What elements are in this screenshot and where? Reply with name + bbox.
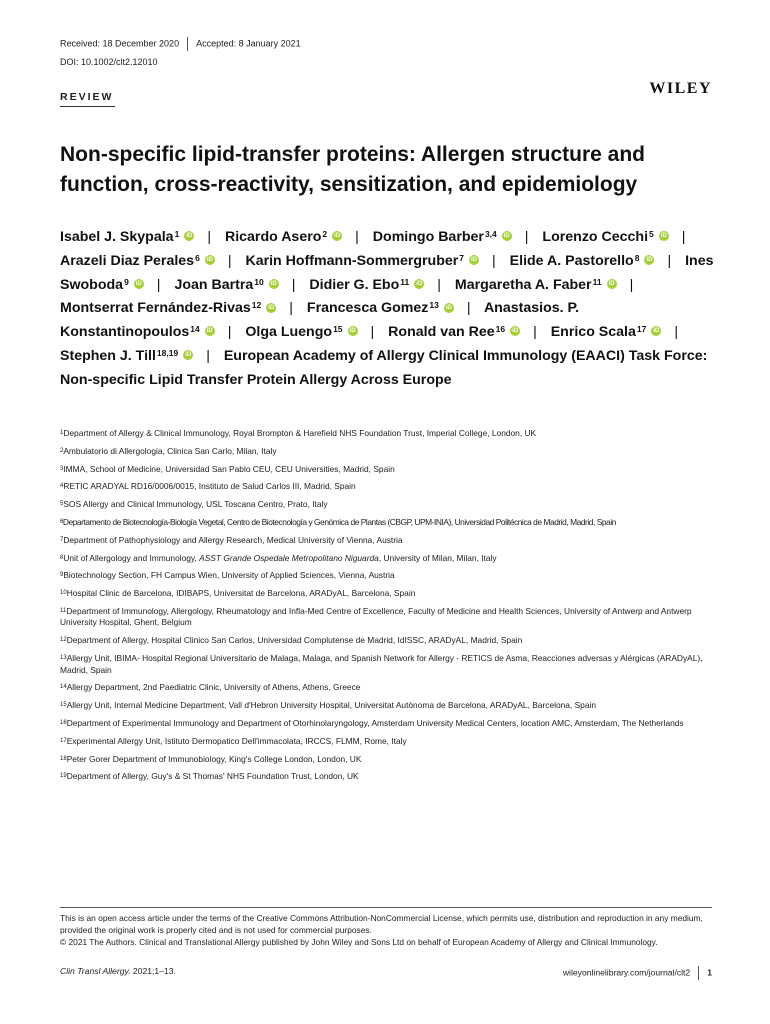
affiliation-text: Department of Immunology, Allergology, Rheumatology and Infla-Med Centre of Excellence, Faculty of Medicine and Health Sciences, University of Antwerp and Antwerp University Hospital, Ghent, Belgium — [60, 605, 692, 628]
affiliation-number: 14 — [60, 684, 67, 691]
affiliation-text: Department of Pathophysiology and Allergy Research, Medical University of Vienna, Austria — [63, 534, 403, 545]
affiliation-item — [60, 481, 715, 493]
affiliation-number: 5 — [60, 501, 64, 508]
affiliation-number: 6 — [60, 518, 63, 525]
affiliation-text: Allergy Unit, Internal Medicine Department, Vall d'Hebron University Hospital, Universitat Autònoma de Barcelona, ARADyAL, Barcelona, Spain — [66, 700, 597, 711]
affiliation-item — [60, 736, 715, 748]
author — [307, 300, 457, 316]
author — [309, 277, 427, 293]
orcid-icon[interactable]: iD — [416, 280, 423, 287]
author-affiliation-number: 9 — [124, 276, 129, 287]
author-list — [60, 226, 720, 393]
author-separator: | — [492, 252, 496, 269]
article-dates — [60, 37, 301, 51]
author-separator: | — [370, 324, 375, 341]
author-separator: | — [524, 229, 529, 245]
author-name[interactable]: Elide A. Pastorello — [509, 252, 634, 269]
affiliation-number: 1 — [60, 430, 64, 436]
affiliation-text: Peter Gorer Department of Immunobiology, King's College London, London, UK — [66, 753, 362, 764]
affiliation-text: Department of Allergy & Clinical Immunology, Royal Brompton & Harefield NHS Foundation Trust, Imperial College, London, UK — [63, 428, 537, 438]
author-name[interactable]: Anastasios. P. Konstantinopoulos — [60, 300, 580, 341]
author-separator: | — [206, 347, 210, 364]
affiliation-number: 13 — [60, 655, 67, 662]
affiliation-number: 7 — [60, 536, 64, 543]
author — [174, 277, 281, 293]
license-block — [60, 912, 715, 948]
author-affiliation-number: 14 — [190, 324, 200, 335]
orcid-icon[interactable]: iD — [185, 352, 192, 359]
orcid-icon[interactable]: iD — [653, 328, 660, 335]
affiliation-text: IMMA, School of Medicine, Universidad San Pablo CEU, CEU Universities, Madrid, Spain — [63, 463, 395, 474]
author — [60, 253, 218, 269]
orcid-icon[interactable]: iD — [660, 233, 667, 240]
author-separator: | — [466, 300, 471, 317]
received-date: Received: 18 December 2020 — [60, 38, 180, 49]
affiliation-item — [60, 464, 715, 476]
orcid-icon[interactable]: iD — [186, 233, 193, 240]
author-affiliation-number: 13 — [429, 300, 439, 311]
author-affiliation-number: 1 — [174, 229, 180, 239]
affiliation-item — [60, 771, 715, 783]
affiliation-item — [60, 570, 715, 582]
author-affiliation-number: 2 — [322, 229, 328, 239]
orcid-icon[interactable]: iD — [135, 280, 142, 287]
affiliation-item — [60, 635, 715, 647]
affiliation-number: 17 — [60, 737, 67, 744]
orcid-icon[interactable]: iD — [206, 257, 213, 264]
author-separator: | — [227, 324, 232, 341]
author-affiliation-number: 18,19 — [156, 347, 179, 358]
affiliation-text: Ambulatorio di Allergologia, Clinica San Carlo, Milan, Italy — [63, 445, 277, 456]
author-affiliation-number: 3,4 — [484, 229, 497, 239]
author-separator: | — [667, 252, 672, 269]
affiliation-text: Unit of Allergology and Immunology, — [63, 552, 200, 563]
author-separator: | — [629, 276, 634, 293]
orcid-icon[interactable]: iD — [334, 233, 341, 240]
author — [60, 300, 279, 316]
author-name[interactable]: Ines Swoboda — [60, 252, 714, 293]
affiliation-number: 9 — [60, 572, 64, 579]
orcid-icon[interactable]: iD — [503, 233, 510, 240]
affiliation-item — [60, 446, 715, 458]
affiliation-number: 4 — [60, 483, 64, 490]
affiliation-text: Allergy Department, 2nd Paediatric Clinic, University of Athens, Athens, Greece — [66, 682, 361, 693]
author — [551, 324, 665, 340]
author-affiliation-number: 17 — [636, 324, 647, 335]
author-name[interactable]: Olga Luengo — [245, 324, 333, 341]
section-label: REVIEW — [60, 91, 114, 103]
affiliation-item — [60, 428, 715, 440]
affiliation-number: 8 — [60, 554, 64, 561]
affiliation-item — [60, 754, 715, 766]
orcid-icon[interactable]: iD — [512, 328, 519, 335]
author-separator: | — [681, 229, 686, 245]
footer-right — [563, 966, 712, 980]
affiliation-text: SOS Allergy and Clinical Immunology, USL Toscana Centro, Prato, Italy — [63, 499, 328, 510]
affiliation-number: 18 — [60, 755, 67, 762]
author-separator: | — [355, 229, 359, 245]
affiliation-text: , University of Milan, Milan, Italy — [378, 552, 497, 563]
author-name[interactable]: Didier G. Ebo — [309, 276, 400, 293]
affiliation-item — [60, 653, 715, 676]
affiliation-item — [60, 718, 715, 730]
author-affiliation-number: 10 — [254, 276, 264, 287]
author-affiliation-number: 6 — [195, 252, 200, 263]
author — [388, 324, 523, 340]
affiliation-item — [60, 700, 715, 712]
affiliation-text: Departamento de Biotecnología-Biología Vegetal, Centro de Biotecnología y Genómica de Plantas (CBGP, UPM-INIA), Universidad Politécnica de Madrid, Madrid, Spain — [62, 516, 616, 527]
author-separator: | — [207, 229, 211, 245]
author-name[interactable]: Isabel J. Skypala — [60, 229, 174, 245]
affiliation-list — [60, 428, 715, 789]
affiliation-item — [60, 499, 715, 511]
group-author: European Academy of Allergy Clinical Immunology (EAACI) Task Force: Non-specific Lipid Transfer Protein Allergy Across Europe — [60, 347, 708, 388]
author-affiliation-number: 7 — [459, 252, 465, 263]
author-separator: | — [533, 324, 537, 341]
journal-name: Clin Transl Allergy. — [60, 966, 131, 976]
author-name[interactable]: Domingo Barber — [372, 229, 484, 245]
affiliation-number: 19 — [60, 773, 67, 780]
author — [60, 229, 197, 245]
author-affiliation-number: 15 — [333, 324, 343, 335]
accepted-date: Accepted: 8 January 2021 — [196, 38, 301, 49]
footer-divider — [60, 907, 712, 908]
affiliation-number: 12 — [60, 637, 67, 644]
author-name[interactable]: Karin Hoffmann-Sommergruber — [245, 252, 459, 269]
affiliation-number: 11 — [60, 607, 67, 614]
affiliation-item — [60, 535, 715, 547]
affiliation-number: 2 — [60, 447, 64, 454]
author-affiliation-number: 16 — [495, 324, 506, 335]
affiliation-item — [60, 682, 715, 694]
copyright-notice: © 2021 The Authors. Clinical and Translational Allergy published by John Wiley and Sons Ltd on behalf of European Academy of Allergy and Clinical Immunology. — [60, 937, 658, 947]
author-affiliation-number: 8 — [634, 252, 640, 263]
affiliation-number: 15 — [60, 702, 67, 709]
affiliation-text: Biotechnology Section, FH Campus Wien, University of Applied Sciences, Vienna, Austria — [63, 570, 395, 581]
publisher-logo[interactable]: WILEY — [649, 80, 712, 97]
author — [542, 229, 671, 245]
affiliation-text: Hospital Clinic de Barcelona, IDIBAPS, Universitat de Barcelona, ARADyAL, Barcelona, Spain — [66, 588, 416, 599]
orcid-icon[interactable]: iD — [206, 328, 213, 335]
author-name[interactable]: Enrico Scala — [550, 324, 636, 341]
author-name[interactable]: Lorenzo Cecchi — [542, 229, 649, 245]
author-name[interactable]: Ronald van Ree — [388, 324, 495, 341]
author-separator: | — [156, 276, 161, 293]
author-name[interactable]: Arazeli Diaz Perales — [60, 252, 195, 269]
affiliation-text: Department of Experimental Immunology and Department of Otorhinolaryngology, Amsterdam University Medical Centers, location AMC, Amsterdam, The Netherlands — [66, 717, 684, 728]
author-affiliation-number: 11 — [400, 276, 410, 287]
citation-year: 2021;1–13. — [132, 966, 176, 976]
affiliation-text: Experimental Allergy Unit, Istituto Dermopatico Dell'immacolata, IRCCS, FLMM, Rome, Italy — [66, 735, 407, 746]
author — [225, 229, 345, 245]
orcid-icon[interactable]: iD — [270, 280, 277, 287]
author — [373, 229, 515, 245]
orcid-icon[interactable]: iD — [268, 304, 275, 311]
author-affiliation-number: 11 — [592, 276, 602, 287]
affiliation-text: Department of Allergy, Guy's & St Thomas' NHS Foundation Trust, London, UK — [66, 771, 359, 782]
author — [245, 324, 360, 340]
section-underline — [60, 106, 115, 107]
author-name[interactable]: Margaretha A. Faber — [454, 276, 592, 293]
footer-separator — [698, 966, 699, 980]
open-access-notice: This is an open access article under the terms of the Creative Commons Attribution-NonCommercial License, which permits use, distribution and reproduction in any medium, provided the original work is properly cited and is not used for commercial purposes. — [60, 913, 703, 935]
date-separator — [187, 37, 188, 51]
author-name[interactable]: Francesca Gomez — [306, 300, 429, 317]
author-separator: | — [227, 252, 232, 269]
orcid-icon[interactable]: iD — [445, 304, 452, 311]
orcid-icon[interactable]: iD — [349, 328, 356, 335]
author-separator: | — [289, 300, 293, 317]
affiliation-text: ASST Grande Ospedale Metropolitano Niguarda — [199, 552, 379, 563]
author-name[interactable]: Joan Bartra — [174, 276, 254, 293]
author — [60, 348, 196, 364]
affiliation-text: Department of Allergy, Hospital Clinico San Carlos, Universidad Complutense de Madrid, IdISSC, ARADyAL, Madrid, Spain — [66, 635, 523, 646]
author-separator: | — [674, 324, 679, 341]
affiliation-number: 3 — [60, 465, 64, 472]
affiliation-text: Allergy Unit, IBIMA- Hospital Regional Universitario de Malaga, Malaga, and Spanish Network for Allergy - RETICS de Asma, Reacciones adversas y Alérgicas (ARADyAL), Madrid, Spain — [60, 653, 703, 675]
doi[interactable]: DOI: 10.1002/clt2.12010 — [60, 57, 158, 67]
affiliation-number: 10 — [60, 590, 67, 597]
affiliation-item — [60, 553, 715, 565]
affiliation-item — [60, 588, 715, 600]
article-title: Non-specific lipid-transfer proteins: Allergen structure and function, cross-reactivity, sensitization, and epidemiology — [60, 143, 645, 196]
page-number: 1 — [707, 967, 712, 978]
journal-citation — [60, 966, 176, 976]
author-affiliation-number: 5 — [649, 229, 654, 239]
author-name[interactable]: Stephen J. Till — [60, 347, 156, 364]
orcid-icon[interactable]: iD — [471, 257, 478, 264]
orcid-icon[interactable]: iD — [646, 257, 653, 264]
author — [455, 277, 620, 293]
author-name[interactable]: Ricardo Asero — [224, 229, 322, 245]
author — [245, 253, 482, 269]
author-separator: | — [291, 276, 296, 293]
journal-url[interactable]: wileyonlinelibrary.com/journal/clt2 — [562, 967, 691, 978]
author — [510, 253, 658, 269]
affiliation-item — [60, 517, 715, 529]
orcid-icon[interactable]: iD — [608, 280, 615, 287]
affiliation-number: 16 — [60, 719, 67, 726]
affiliation-item — [60, 606, 715, 629]
author-affiliation-number: 12 — [251, 300, 262, 311]
affiliation-text: RETIC ARADYAL RD16/0006/0015, Instituto de Salud Carlos III, Madrid, Spain — [63, 481, 356, 492]
author-name[interactable]: Montserrat Fernández-Rivas — [60, 300, 251, 317]
author-separator: | — [437, 276, 441, 293]
